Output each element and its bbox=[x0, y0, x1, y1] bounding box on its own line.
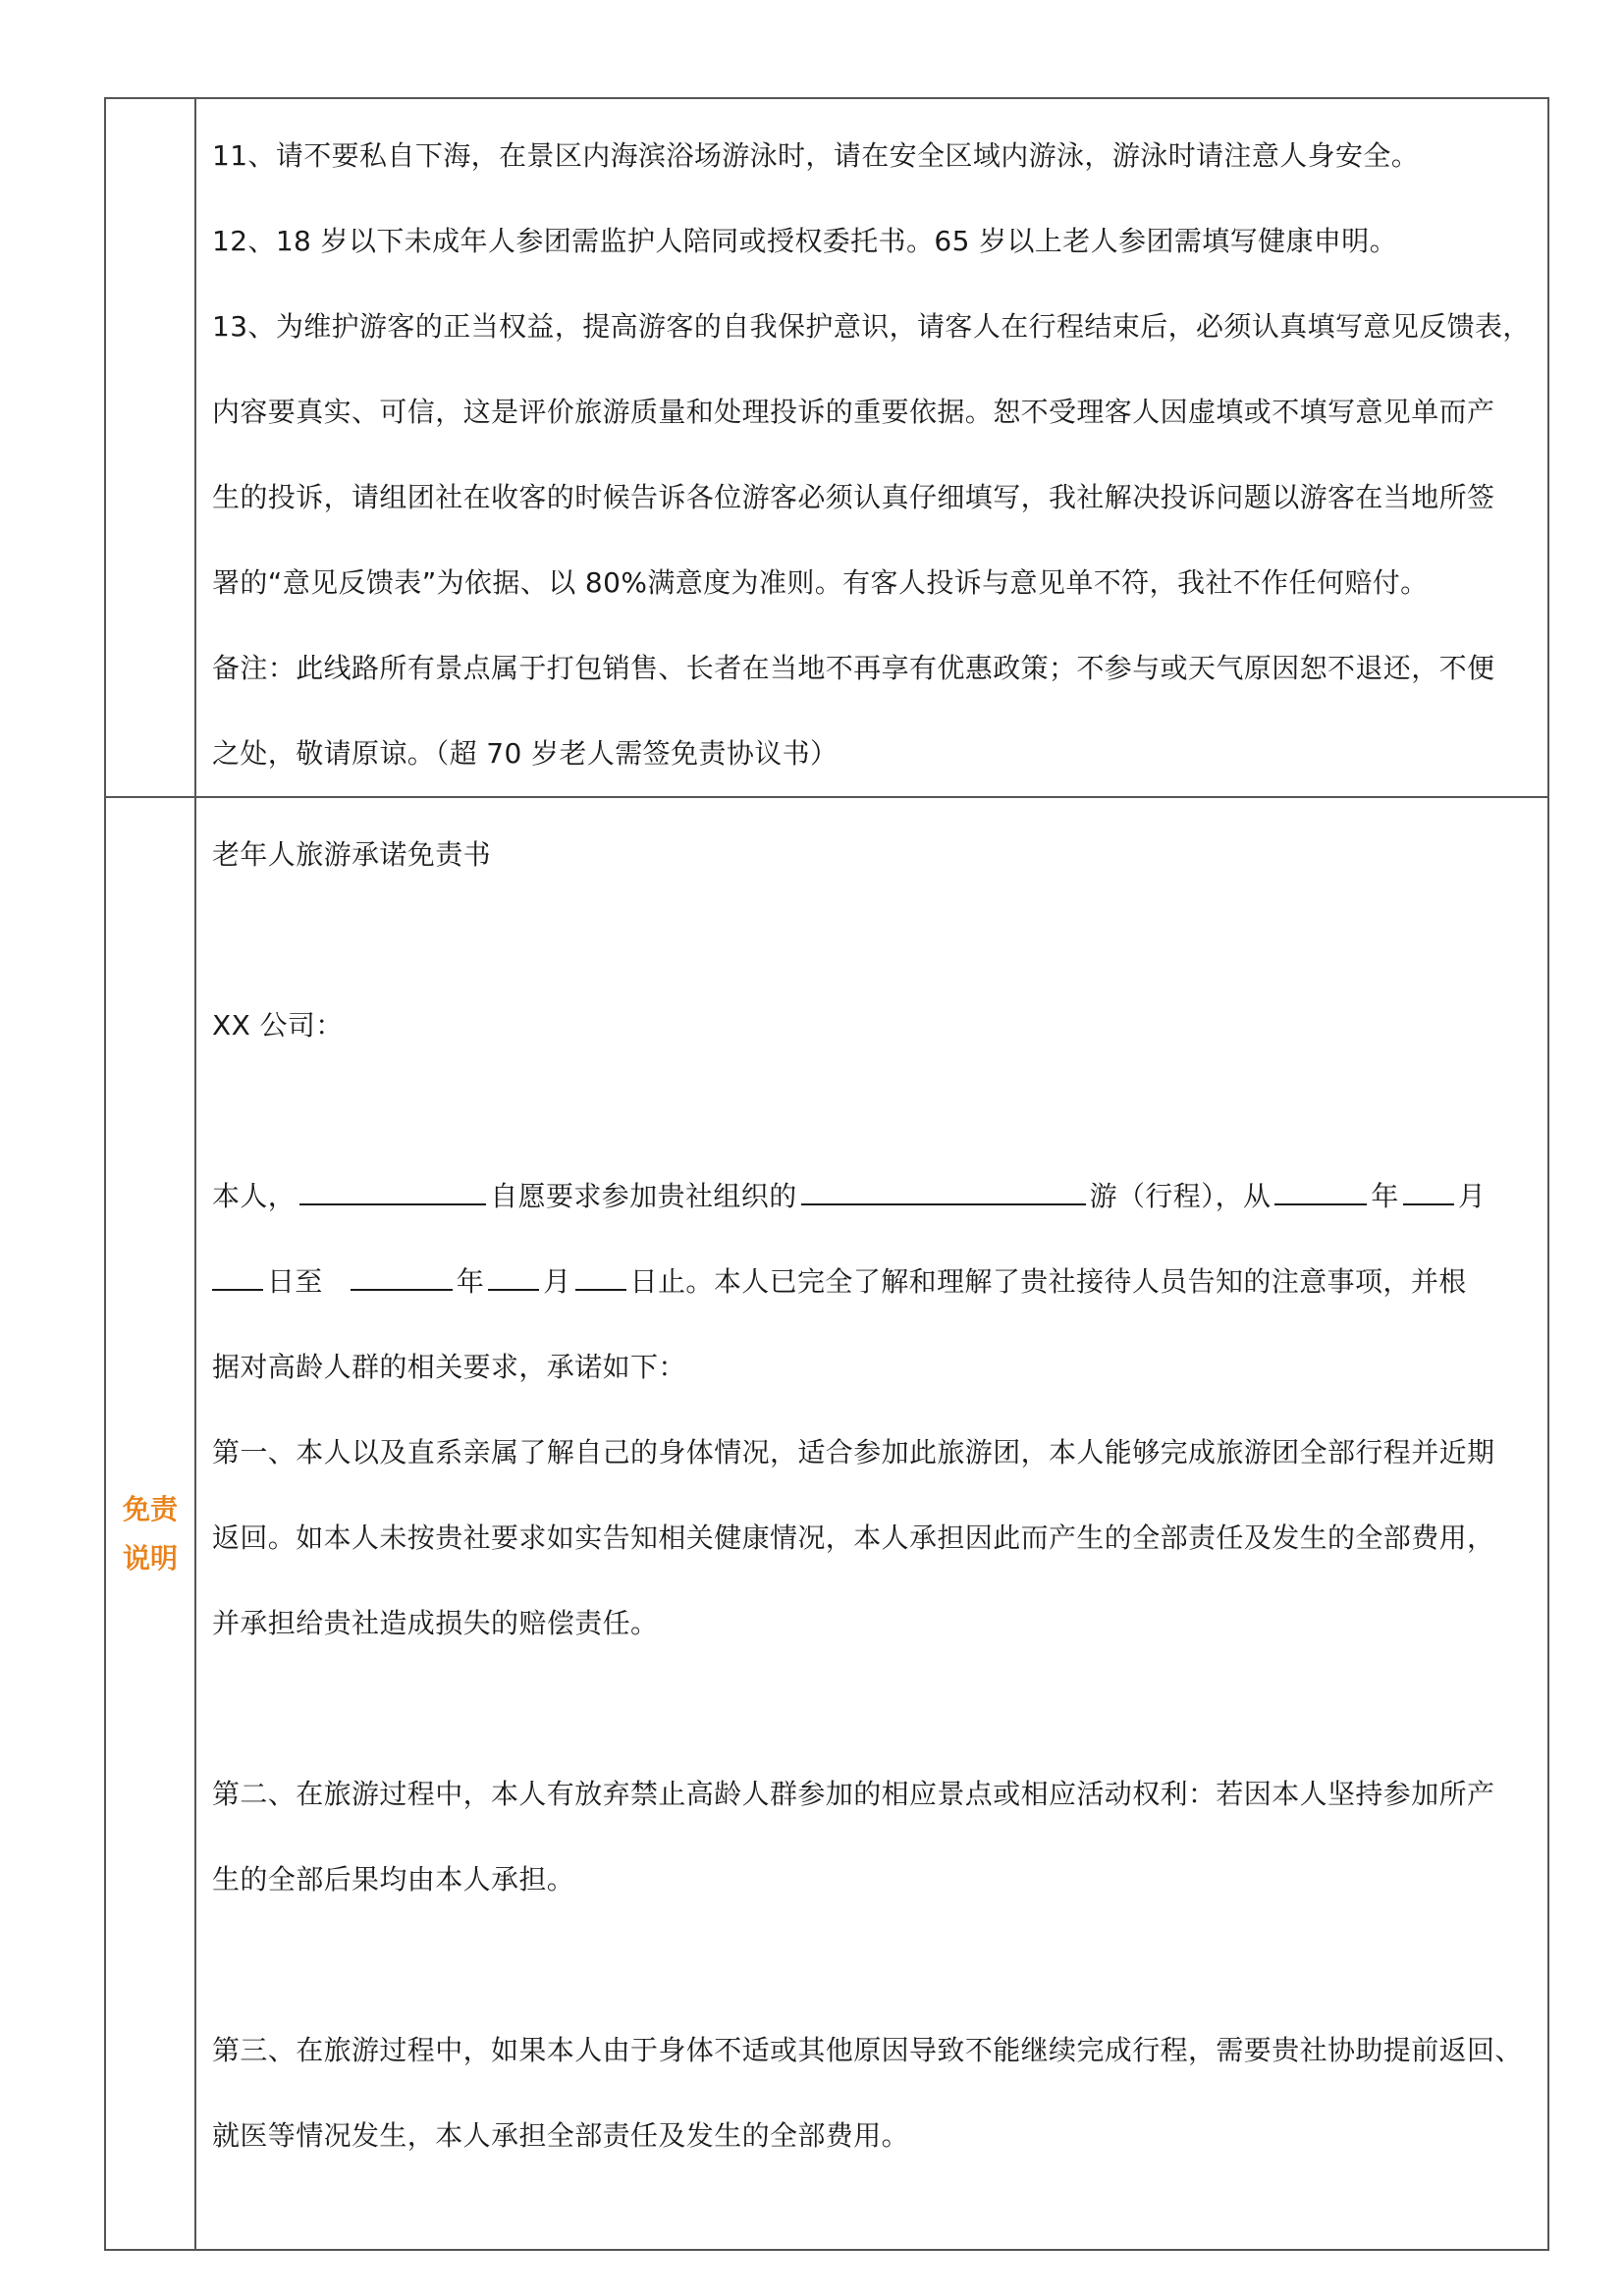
pledge-text: 年 bbox=[1371, 1180, 1399, 1212]
addressee: XX 公司： bbox=[212, 1009, 344, 1041]
notice-line: 生的投诉，请组团社在收客的时候告诉各位游客必须认真仔细填写，我社解决投诉问题以游客在当地所签 bbox=[212, 481, 1495, 513]
spacer bbox=[212, 1666, 1530, 1751]
pledge-text: 日至 bbox=[267, 1265, 323, 1298]
clause-line: 生的全部后果均由本人承担。 bbox=[212, 1863, 575, 1896]
disclaimer-body bbox=[196, 798, 1547, 2178]
disclaimer-title: 老年人旅游承诺免责书 bbox=[212, 838, 492, 871]
end-month-blank[interactable] bbox=[488, 1259, 539, 1291]
notice-line: 备注：此线路所有景点属于打包销售、长者在当地不再享有优惠政策；不参与或天气原因恕不退还，不便 bbox=[212, 652, 1495, 684]
pledge-line bbox=[212, 1239, 1530, 1324]
notice-line: 12、18 岁以下未成年人参团需监护人陪同或授权委托书。65 岁以上老人参团需填写健康申明。 bbox=[212, 225, 1398, 257]
start-year-blank[interactable] bbox=[1274, 1174, 1367, 1205]
disclaimer-row bbox=[105, 797, 1548, 2250]
end-year-blank[interactable] bbox=[351, 1259, 453, 1291]
notice-line: 13、为维护游客的正当权益，提高游客的自我保护意识，请客人在行程结束后，必须认真填写意见反馈表， bbox=[212, 310, 1531, 343]
notice-row bbox=[105, 98, 1548, 797]
disclaimer-label-cell bbox=[105, 797, 195, 2250]
pledge-line: 据对高龄人群的相关要求，承诺如下： bbox=[212, 1351, 686, 1383]
clause-line: 返回。如本人未按贵社要求如实告知相关健康情况，本人承担因此而产生的全部责任及发生的全部费用， bbox=[212, 1522, 1495, 1554]
end-day-blank[interactable] bbox=[575, 1259, 626, 1291]
disclaimer-label-line: 说明 bbox=[122, 1541, 178, 1575]
pledge-text: 自愿要求参加贵社组织的 bbox=[490, 1180, 797, 1212]
notice-line: 之处，敬请原谅。（超 70 岁老人需签免责协议书） bbox=[212, 737, 839, 770]
pledge-line bbox=[212, 1153, 1530, 1239]
clause-line: 第二、在旅游过程中，本人有放弃禁止高龄人群参加的相应景点或相应活动权利：若因本人坚持参加所产 bbox=[212, 1778, 1495, 1810]
pledge-text: 月 bbox=[1457, 1180, 1487, 1212]
pledge-text: 日止。本人已完全了解和理解了贵社接待人员告知的注意事项，并根 bbox=[629, 1265, 1467, 1298]
tour-blank[interactable] bbox=[801, 1174, 1086, 1205]
start-day-blank[interactable] bbox=[212, 1259, 263, 1291]
document-table bbox=[104, 97, 1549, 2251]
clause-line: 第一、本人以及直系亲属了解自己的身体情况，适合参加此旅游团，本人能够完成旅游团全部行程并近期 bbox=[212, 1436, 1495, 1468]
disclaimer-label-line: 免责 bbox=[122, 1492, 178, 1525]
disclaimer-label bbox=[106, 1485, 194, 1583]
pledge-text: 游（行程），从 bbox=[1089, 1180, 1272, 1212]
notice-line: 署的“意见反馈表”为依据、以 80%满意度为准则。有客人投诉与意见单不符，我社不作任何赔付。 bbox=[212, 566, 1429, 599]
clause-line: 第三、在旅游过程中，如果本人由于身体不适或其他原因导致不能继续完成行程，需要贵社协助提前返回、 bbox=[212, 2034, 1523, 2066]
spacer bbox=[212, 1068, 1530, 1153]
notice-content-cell bbox=[195, 98, 1548, 797]
clause-line: 并承担给贵社造成损失的赔偿责任。 bbox=[212, 1607, 659, 1639]
pledge-text: 月 bbox=[543, 1265, 571, 1298]
notice-line: 11、请不要私自下海，在景区内海滨浴场游泳时，请在安全区域内游泳，游泳时请注意人身安全。 bbox=[212, 139, 1420, 172]
clause-line: 就医等情况发生，本人承担全部责任及发生的全部费用。 bbox=[212, 2119, 910, 2152]
notice-list bbox=[196, 99, 1547, 796]
notice-line: 内容要真实、可信，这是评价旅游质量和处理投诉的重要依据。恕不受理客人因虚填或不填写意见单而产 bbox=[212, 396, 1495, 428]
pledge-text: 年 bbox=[456, 1265, 485, 1298]
notice-label-cell bbox=[105, 98, 195, 797]
pledge-text: 本人， bbox=[212, 1180, 297, 1212]
name-blank[interactable] bbox=[299, 1174, 486, 1205]
spacer bbox=[212, 1922, 1530, 2007]
disclaimer-content-cell bbox=[195, 797, 1548, 2250]
spacer bbox=[212, 897, 1530, 983]
start-month-blank[interactable] bbox=[1403, 1174, 1454, 1205]
